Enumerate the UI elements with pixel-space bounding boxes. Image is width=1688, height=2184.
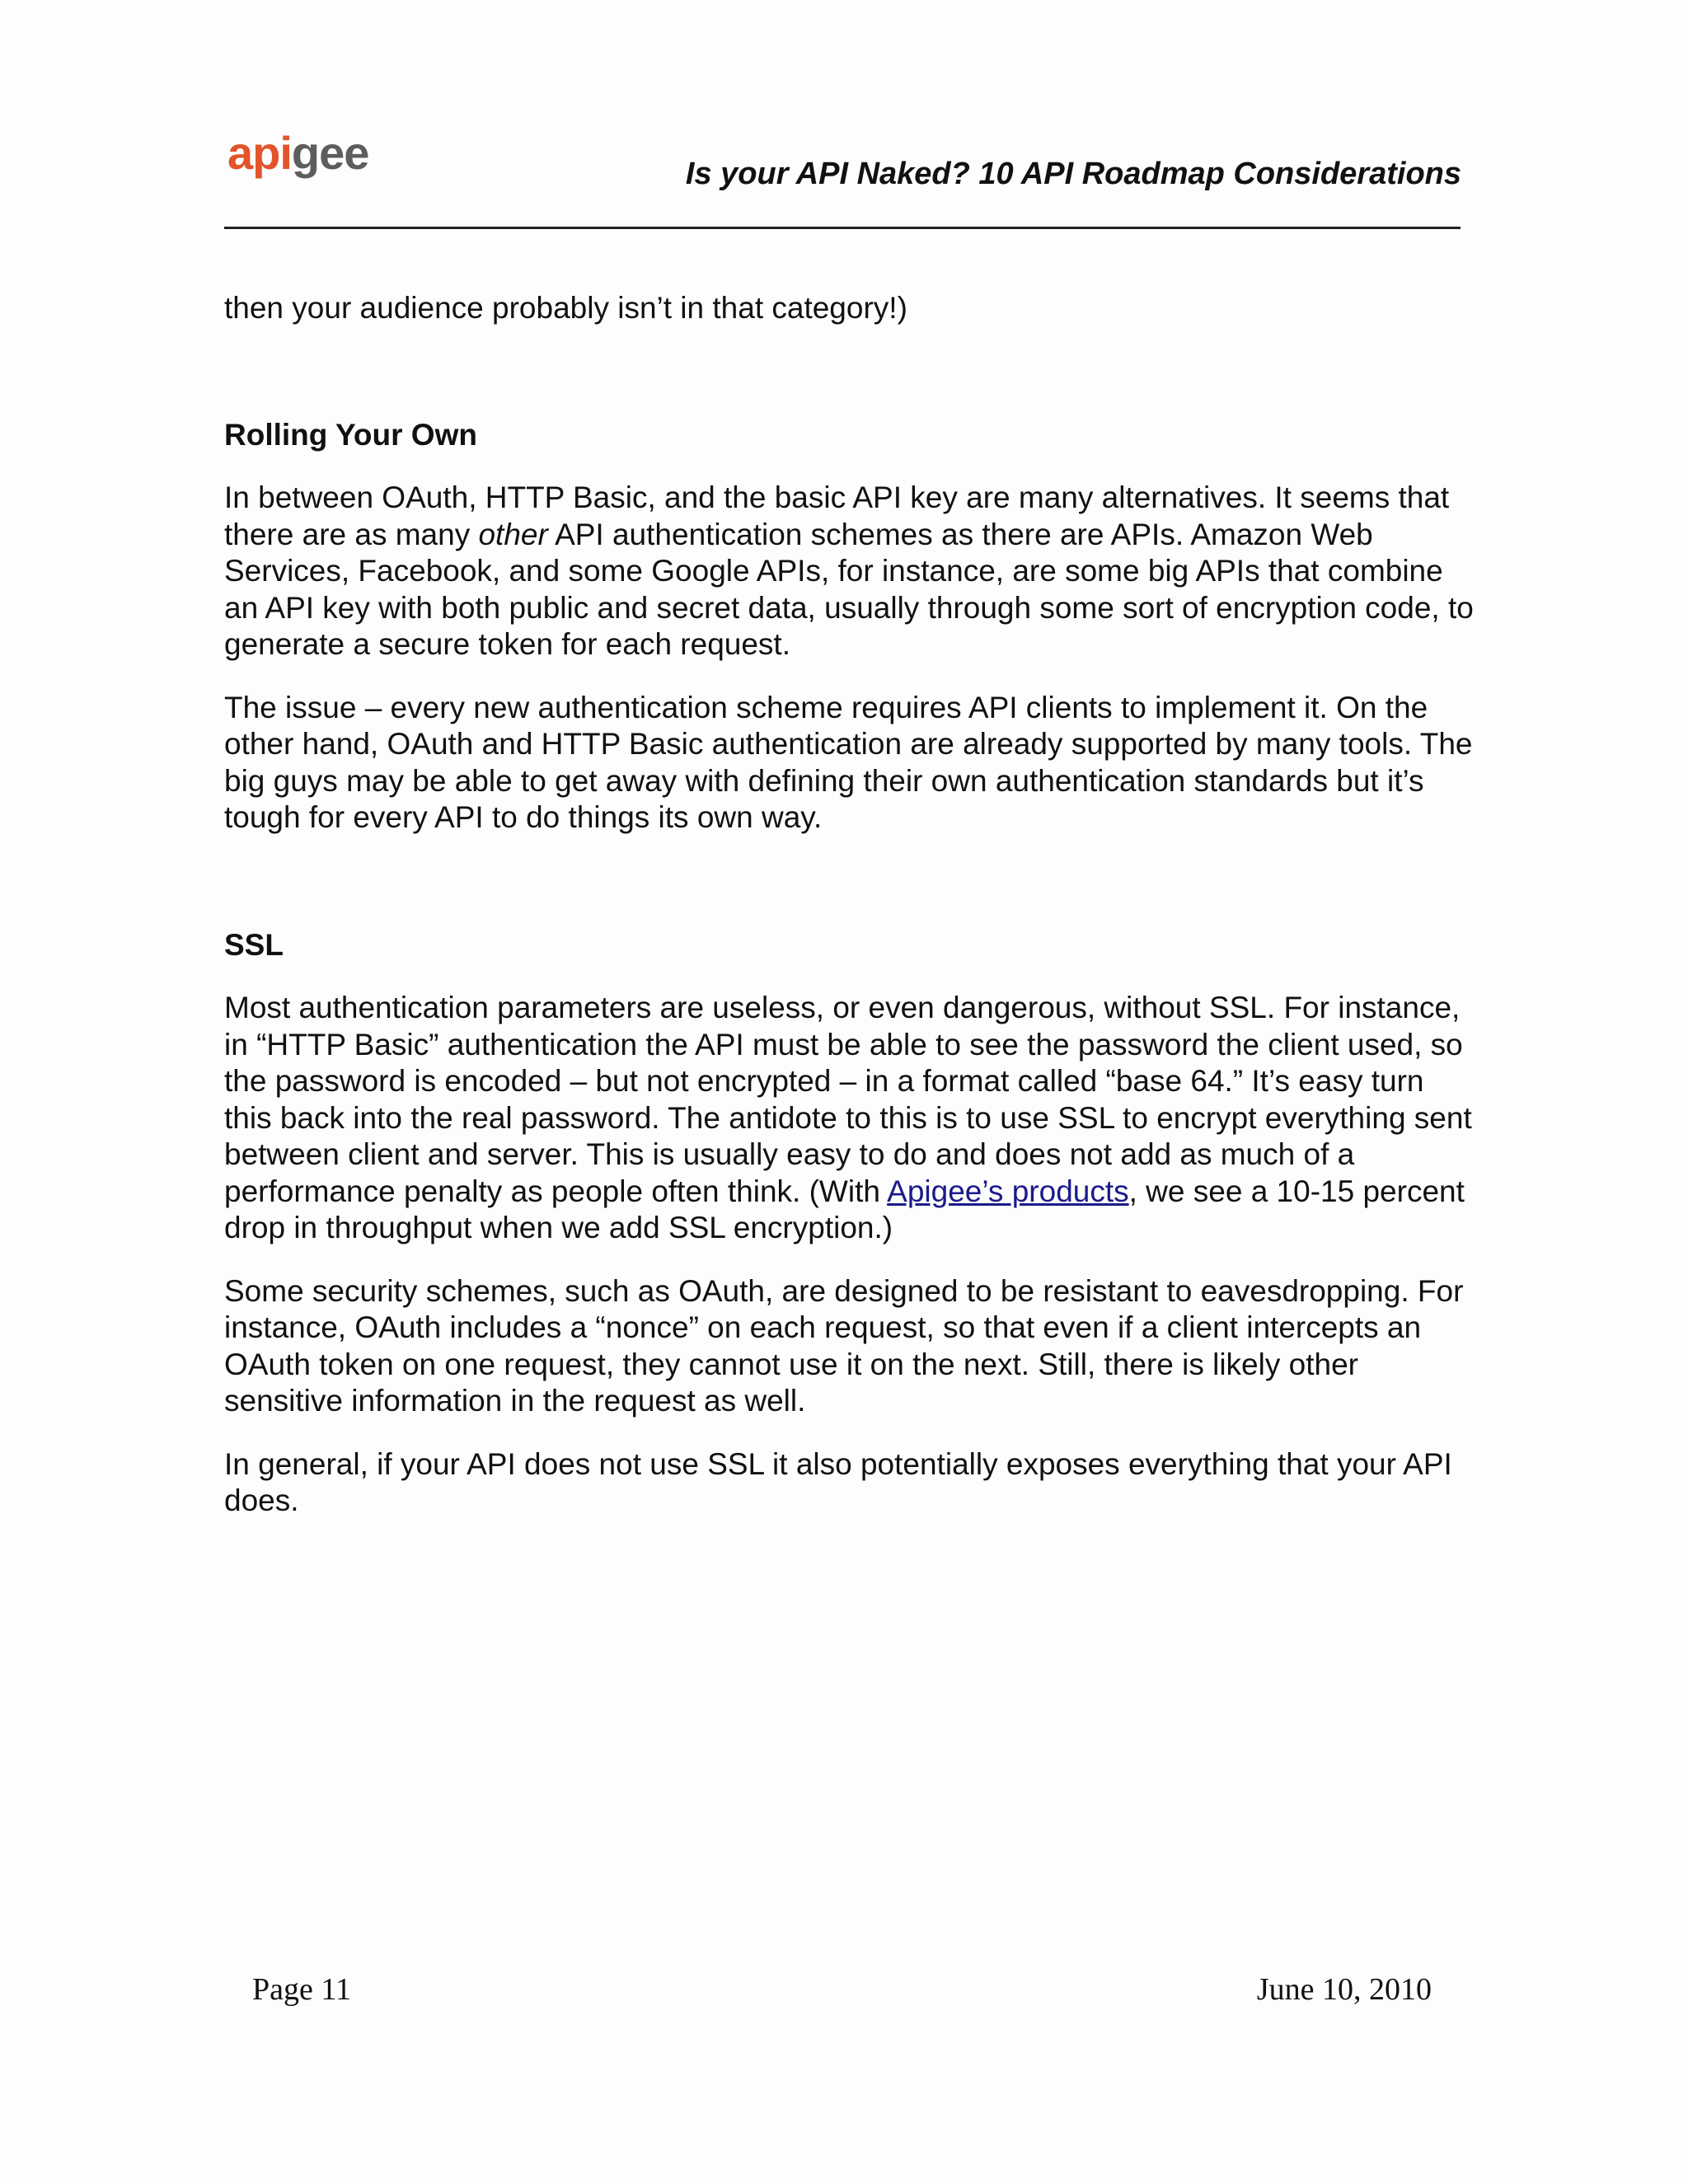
apigee-logo	[227, 127, 369, 179]
paragraph-rolling-1-text-b: API authentication schemes as there are APIs. Amazon Web Services, Facebook, and some Google APIs, for instance, are some big APIs that combine an API key with both public and secret data, usually through some sort of encryption code, to generate a secure token for each request.	[224, 517, 1474, 661]
paragraph-ssl-1	[224, 990, 1477, 1247]
logo-part-api: api	[227, 127, 292, 179]
apigee-products-link[interactable]: Apigee’s products	[887, 1174, 1129, 1208]
page-content	[224, 290, 1477, 1520]
heading-ssl: SSL	[224, 927, 284, 962]
document-date: June 10, 2010	[1256, 1972, 1432, 2007]
logo-part-gee: gee	[291, 127, 369, 179]
emphasis-other: other	[478, 517, 548, 551]
paragraph-rolling-1	[224, 480, 1477, 663]
lead-paragraph: then your audience probably isn’t in that category!)	[224, 291, 907, 325]
document-title: Is your API Naked? 10 API Roadmap Considerations	[685, 157, 1461, 191]
header-divider	[224, 227, 1461, 229]
paragraph-ssl-1-text-a: Most authentication parameters are useless, or even dangerous, without SSL. For instance, in “HTTP Basic” authentication the API must be able to see the password the client used, so the password is encoded – but not encrypted – in a format called “base 64.” It’s easy turn this back into the real password. The antidote to this is to use SSL to encrypt everything sent between client and server. This is usually easy to do and does not add as much of a performance penalty as people often think. (With	[224, 991, 1472, 1208]
paragraph-rolling-1-text-a: In between OAuth, HTTP Basic, and the basic API key are many alternatives. It seems that there are as many	[224, 480, 1450, 551]
paragraph-rolling-2: The issue – every new authentication scheme requires API clients to implement it. On the other hand, OAuth and HTTP Basic authentication are already supported by many tools. The big guys may be able to get away with defining their own authentication standards but it’s tough for every API to do things its own way.	[224, 690, 1473, 834]
heading-rolling-your-own: Rolling Your Own	[224, 417, 477, 452]
paragraph-ssl-3: In general, if your API does not use SSL it also potentially exposes everything that your API does.	[224, 1446, 1452, 1517]
page-number: Page 11	[252, 1972, 351, 2007]
paragraph-ssl-2: Some security schemes, such as OAuth, are designed to be resistant to eavesdropping. For instance, OAuth includes a “nonce” on each request, so that even if a client intercepts an OAuth token on one request, they cannot use it on the next. Still, there is likely other sensitive information in the request as well.	[224, 1273, 1464, 1418]
paragraph-ssl-1-text-b: , we see a 10-15 percent drop in throughput when we add SSL encryption.)	[224, 1174, 1465, 1244]
